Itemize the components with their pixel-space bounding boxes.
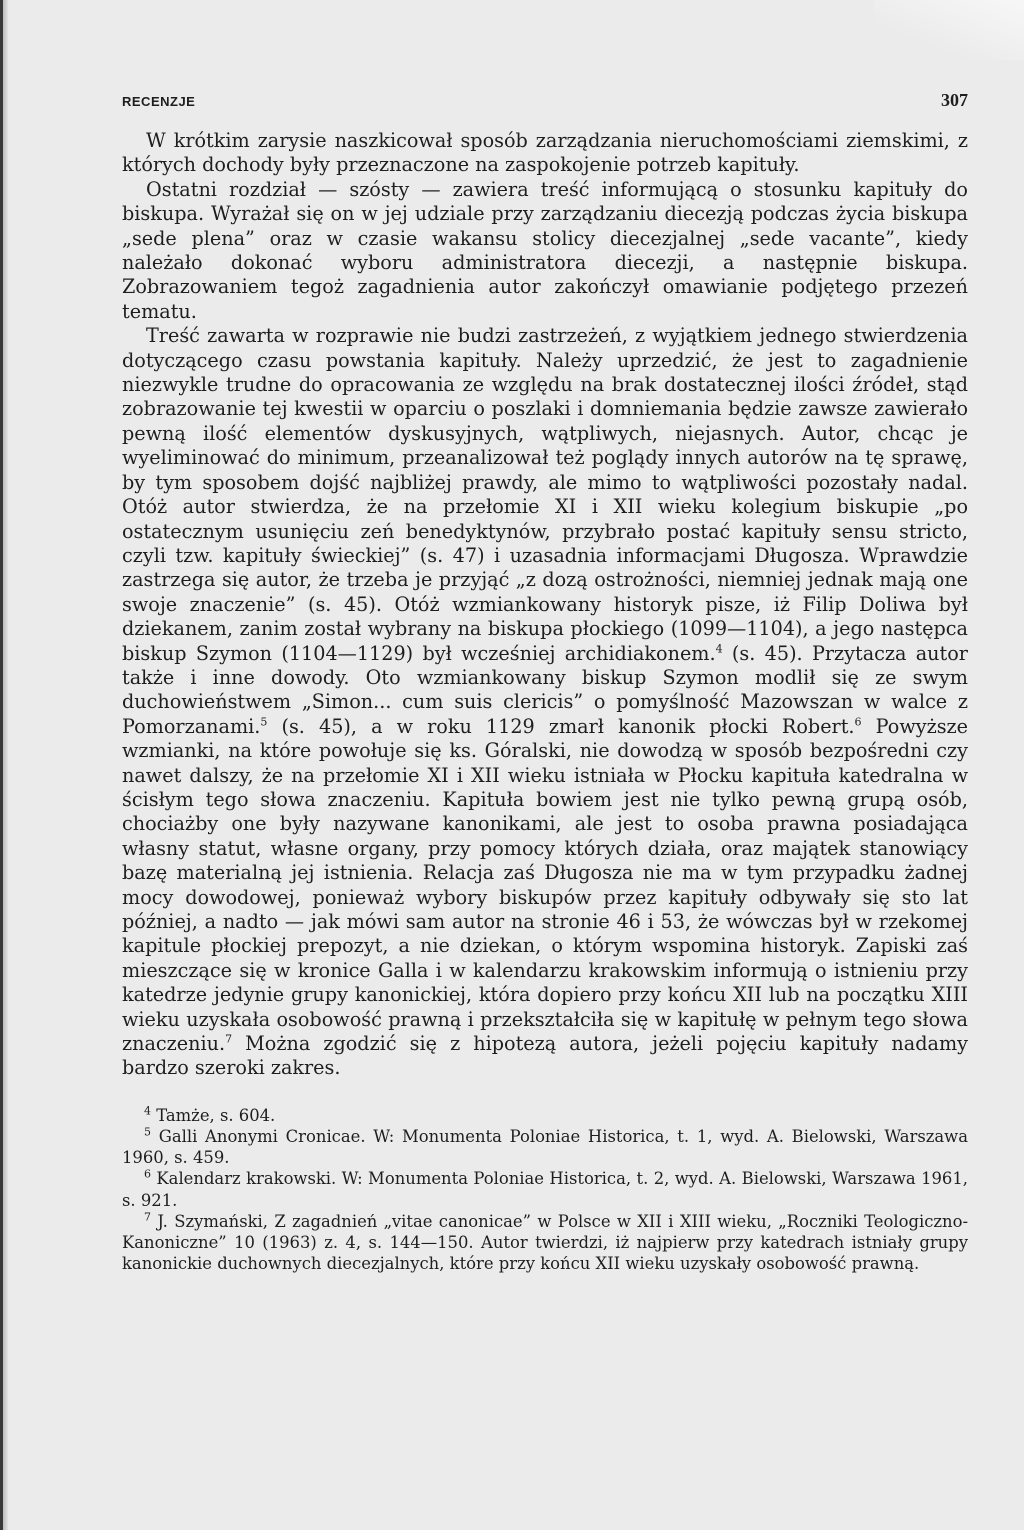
paragraph-3 [122,324,968,1081]
footnote-number: 4 [144,1104,151,1118]
footnote [122,1168,968,1210]
document-page [122,80,968,1274]
running-head: RECENZJE [122,94,196,109]
footnote-text: Galli Anonymi Cronicae. W: Monumenta Poloniae Historica, t. 1, wyd. A. Bielowski, Warszawa 1960, s. 459. [122,1127,968,1168]
footnote [122,1105,968,1126]
body-text [122,129,968,1081]
paragraph-3-part-b: (s. 45). Przytacza autor także i inne dowody. Oto wzmiankowany biskup Szymon modlił się ze swym duchowieństwem „Simon... cum suis clericis” o pomyślność Mazowszan w walce z Pomorzanami. [122,641,968,738]
footnote-text: J. Szymański, Z zagadnień „vitae canonicae” w Polsce w XII i XIII wieku, „Roczniki Teologiczno-Kanoniczne” 10 (1963) z. 4, s. 144—150. Autor twierdzi, iż najpierw przy katedrach istniały grupy kanonickie duchownych diecezjalnych, które przy końcu XII wieku uzyskały osobowość prawną. [122,1211,968,1274]
footnote-text: Tamże, s. 604. [151,1105,276,1125]
scan-binding-edge [0,0,8,1530]
footnote-text: Kalendarz krakowski. W: Monumenta Poloniae Historica, t. 2, wyd. A. Bielowski, Warszawa 1961, s. 921. [122,1169,968,1210]
scan-corner-highlight [874,0,1024,60]
footnote [122,1211,968,1275]
paragraph-3-part-d: Powyższe wzmianki, na które powołuje się ks. Góralski, nie dowodzą w sposób bezpośredni czy nawet dalszy, że na przełomie XI i XII wieku istniała w Płocku kapituła katedralna w ścisłym tego słowa znaczeniu. Kapituła bowiem jest nie tylko pewną grupą osób, chociażby one były nazywane kanonikami, ale jest to osoba prawna posiadająca własny statut, własne organy, przy pomocy których działa, oraz majątek stanowiący bazę materialną jej istnienia. Relacja zaś Długosza nie ma w tym przypadku żadnej mocy dowodowej, ponieważ wybory biskupów przez kapituły odbywały się sto lat później, a nadto — jak mówi sam autor na stronie 46 i 53, że wówczas był w rzekomej kapitule płockiej prepozyt, a nie dziekan, o którym wspomina historyk. Zapiski zaś mieszczące się w kronice Galla i w kalendarzu krakowskim informują o istnieniu przy katedrze jedynie grupy kanonickiej, która dopiero przy końcu XII lub na początku XIII wieku uzyskała osobowość prawną i przekształciła się w kapitułę w pełnym tego słowa znaczeniu. [122,714,969,1056]
footnotes [122,1105,968,1275]
paragraph-1: W krótkim zarysie naszkicował sposób zarządzania nieruchomościami ziemskimi, z których dochody były przeznaczone na zaspokojenie potrzeb kapituły. [122,129,968,177]
paragraph-2: Ostatni rozdział — szósty — zawiera treść informującą o stosunku kapituły do biskupa. Wyrażał się on w jej udziale przy zarządzaniu diecezją podczas życia biskupa „sede plena” oraz w czasie wakansu stolicy diecezjalnej „sede vacante”, kiedy należało dokonać wyboru administratora diecezji, a następnie biskupa. Zobrazowaniem tegoż zagadnienia autor zakończył omawianie podjętego przezeń tematu. [122,177,968,323]
page-number: 307 [941,90,968,110]
footnote-ref-5: 5 [260,715,268,729]
footnote-number: 5 [144,1125,151,1139]
footnote-number: 6 [144,1167,151,1181]
footnote-ref-4: 4 [715,642,723,656]
paragraph-3-part-c: (s. 45), a w roku 1129 zmarł kanonik płocki Robert. [267,714,855,738]
page-header [122,80,968,120]
footnote-ref-6: 6 [854,715,862,729]
paragraph-3-part-a: Treść zawarta w rozprawie nie budzi zastrzeżeń, z wyjątkiem jednego stwierdzenia dotyczącego czasu powstania kapituły. Należy uprzedzić, że jest to zagadnienie niezwykle trudne do opracowania ze względu na brak dostatecznej ilości źródeł, stąd zobrazowanie tej kwestii w oparciu o poszlaki i domniemania będzie zawsze zawierało pewną ilość elementów dyskusyjnych, wątpliwych, niejasnych. Autor, chcąc je wyeliminować do minimum, przeanalizował też poglądy innych autorów na tę sprawę, by tym sposobem dojść najbliżej prawdy, ale mimo to wątpliwości pozostały nadal. Otóż autor stwierdza, że na przełomie XI i XII wieku kolegium biskupie „po ostatecznym usunięciu zeń benedyktynów, przybrało postać kapituły sensu stricto, czyli tzw. kapituły świeckiej” (s. 47) i uzasadnia informacjami Długosza. Wprawdzie zastrzega się autor, że trzeba je przyjąć „z dozą ostrożności, niemniej jednak mają one swoje znaczenie” (s. 45). Otóż wzmiankowany historyk pisze, iż Filip Doliwa był dziekanem, zanim został wybrany na biskupa płockiego (1099—1104), a jego następca biskup Szymon (1104—1129) był wcześniej archidiakonem. [122,324,968,665]
footnote [122,1126,968,1168]
footnote-ref-7: 7 [225,1032,233,1046]
footnote-number: 7 [144,1210,151,1224]
paragraph-3-part-e: Można zgodzić się z hipotezą autora, jeżeli pojęciu kapituły nadamy bardzo szeroki zakres. [122,1032,968,1080]
